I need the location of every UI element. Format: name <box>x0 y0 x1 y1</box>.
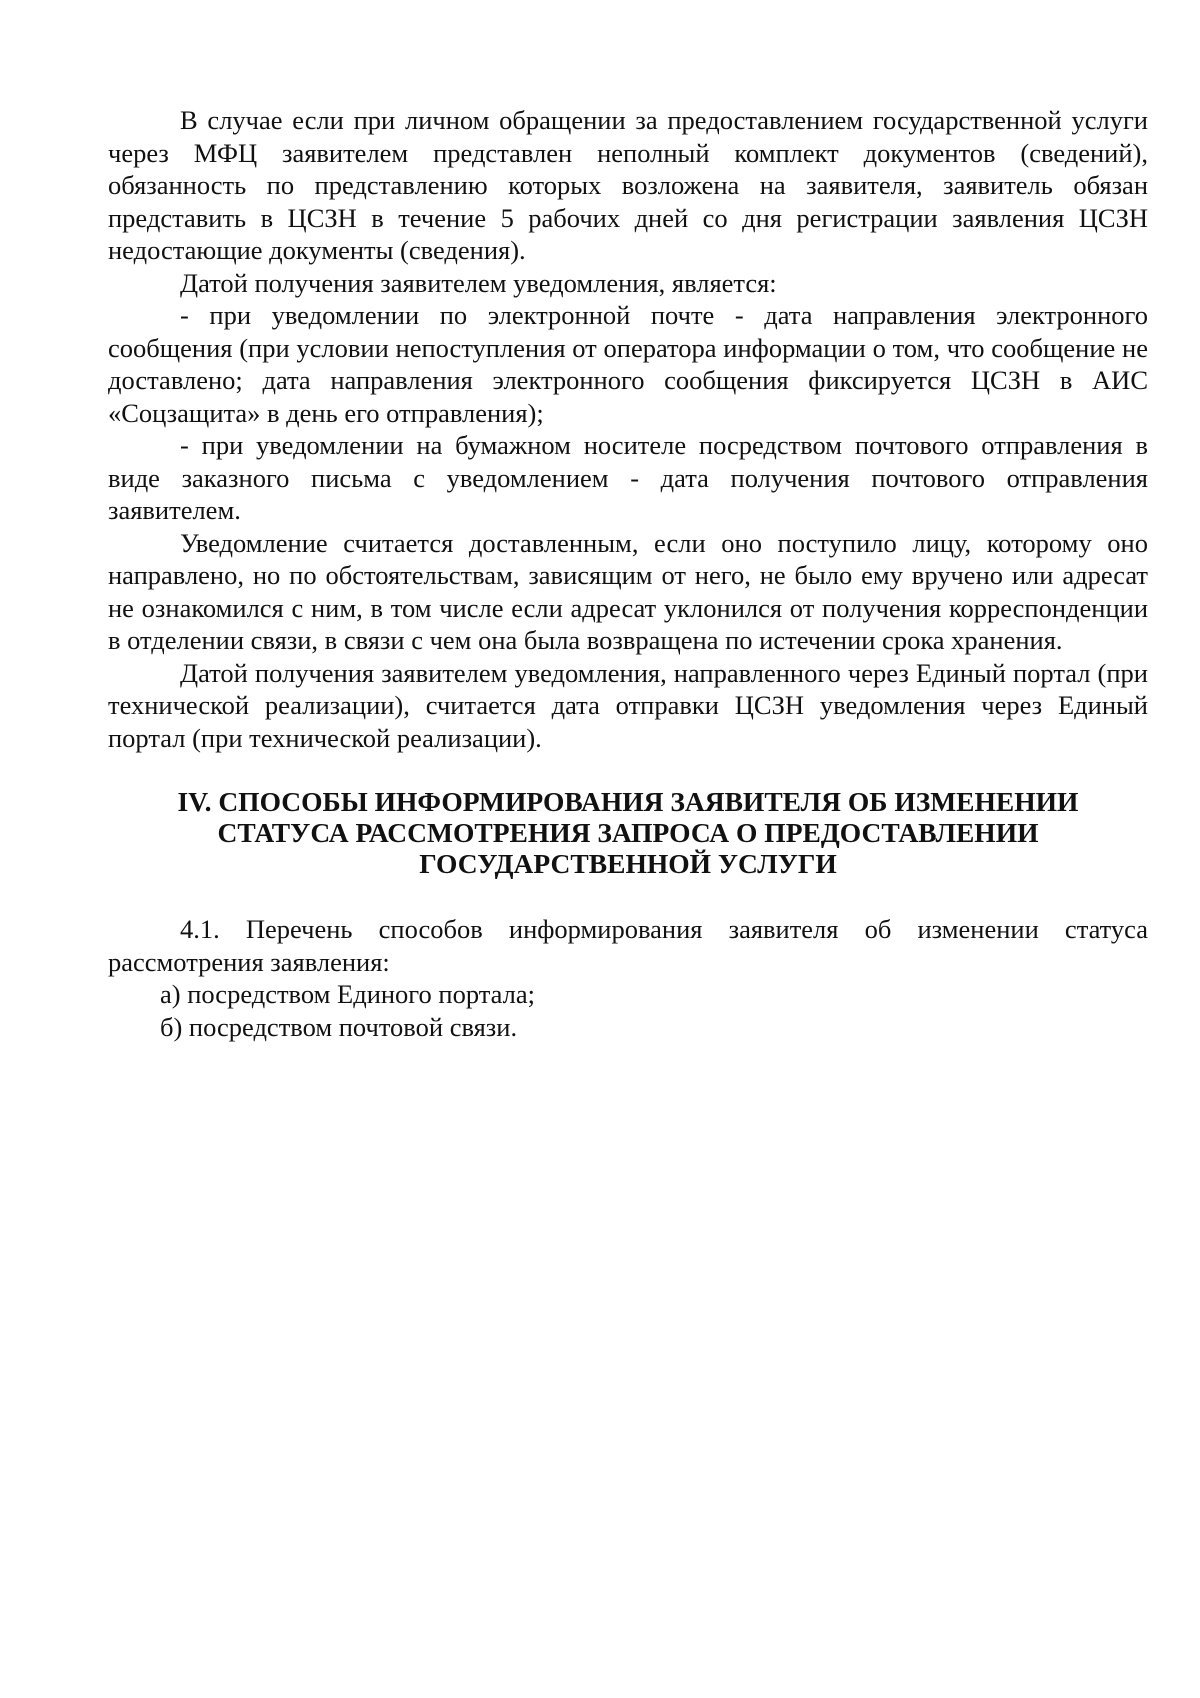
section-heading-line-3: ГОСУДАРСТВЕННОЙ УСЛУГИ <box>419 848 837 879</box>
section-heading <box>108 786 1148 879</box>
clause-4-1: 4.1. Перечень способов информирования заявителя об изменении статуса рассмотрения заявления: <box>108 914 1148 977</box>
paragraph-incomplete-documents: В случае если при личном обращении за предоставлением государственной услуги через МФЦ заявителем представлен неполный комплект документов (сведений), обязанность по представлению которых возложена на заявителя, заявитель обязан представить в ЦСЗН в течение 5 рабочих дней со дня регистрации заявления ЦСЗН недостающие документы (сведения). <box>108 105 1148 265</box>
section-heading-line-1: IV. СПОСОБЫ ИНФОРМИРОВАНИЯ ЗАЯВИТЕЛЯ ОБ ИЗМЕНЕНИИ <box>177 786 1079 817</box>
list-item-portal: а) посредством Единого портала; <box>160 979 535 1009</box>
section-heading-line-2: СТАТУСА РАССМОТРЕНИЯ ЗАПРОСА О ПРЕДОСТАВЛЕНИИ <box>217 817 1039 848</box>
paragraph-paper-notification: - при уведомлении на бумажном носителе посредством почтового отправления в виде заказного письма с уведомлением - дата получения почтового отправления заявителем. <box>108 430 1148 525</box>
paragraph-email-notification: - при уведомлении по электронной почте - дата направления электронного сообщения (при условии непоступления от оператора информации о том, что сообщение не доставлено; дата направления электронного сообщения фиксируется ЦСЗН в АИС «Соцзащита» в день его отправления); <box>108 300 1148 428</box>
paragraph-portal-notification: Датой получения заявителем уведомления, направленного через Единый портал (при технической реализации), считается дата отправки ЦСЗН уведомления через Единый портал (при технической реализации). <box>108 657 1148 753</box>
list-item-post: б) посредством почтовой связи. <box>160 1011 518 1042</box>
paragraph-delivered-notification: Уведомление считается доставленным, если оно поступило лицу, которому оно направлено, но по обстоятельствам, зависящим от него, не было ему вручено или адресат не ознакомился с ним, в том числе если адресат уклонился от получения корреспонденции в отделении связи, в связи с чем она была возвращена по истечении срока хранения. <box>108 527 1148 655</box>
paragraph-notification-date: Датой получения заявителем уведомления, является: <box>180 267 777 298</box>
document-page <box>108 104 1148 1043</box>
